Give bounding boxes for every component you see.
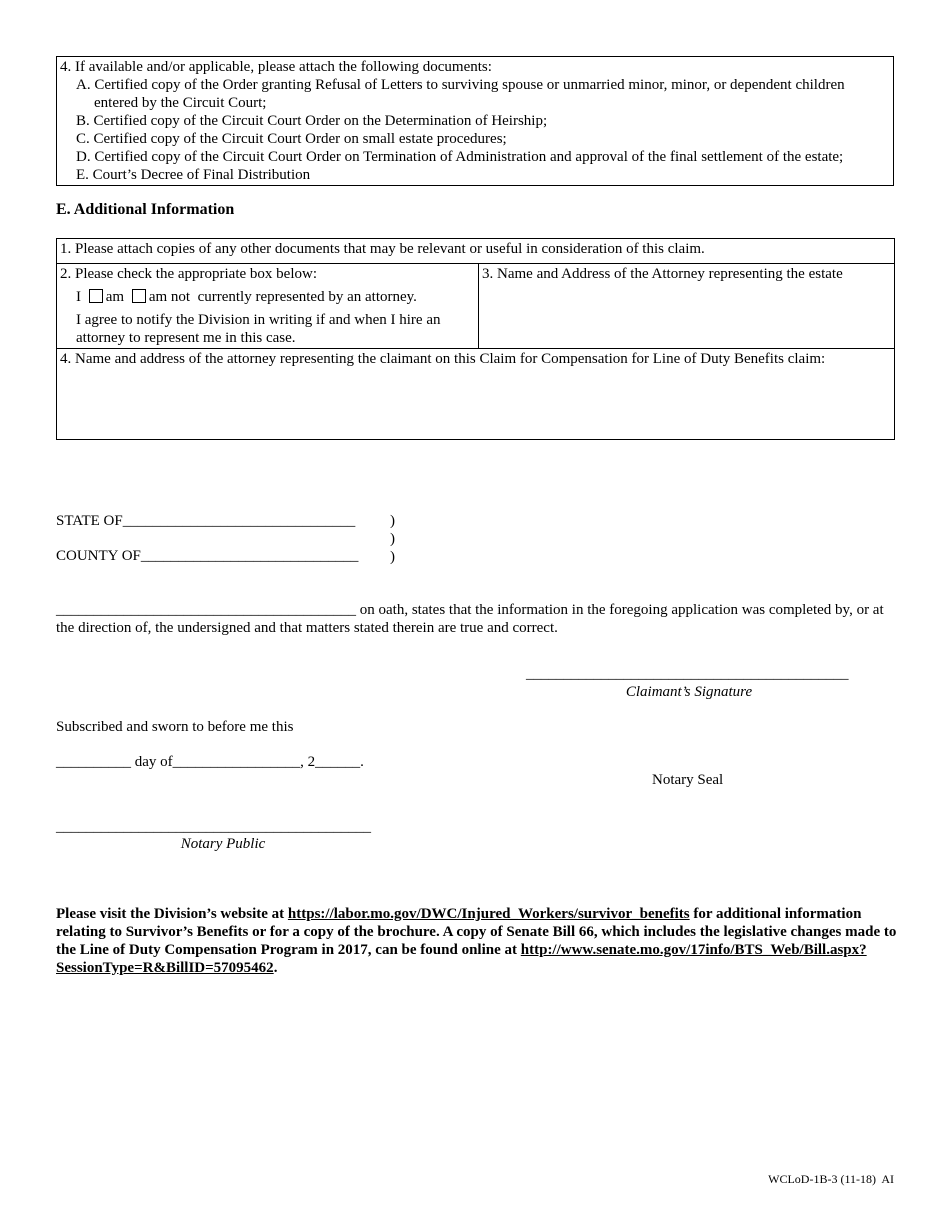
document-item-d: D. Certified copy of the Circuit Court Order on Termination of Administration and approval of the final settlement of the estate; [76,149,844,165]
notary-seal-label: Notary Seal [652,772,724,788]
subscribed-text: Subscribed and sworn to before me this [56,719,294,735]
info-item-3[interactable]: 3. Name and Address of the Attorney representing the estate [479,264,895,349]
documents-heading: 4. If available and/or applicable, please attach the following documents: [60,59,492,75]
section-e-title: E. Additional Information [56,201,235,218]
representation-options [60,288,475,306]
footer-info [56,905,898,977]
footer-text-1: Please visit the Division’s website at [56,906,288,922]
represented-text: currently represented by an attorney. [197,289,417,305]
senate-bill-link[interactable]: http://www.senate.mo.gov/17info/BTS_Web/Bill.aspx?SessionType=R&BillID=57095462 [56,942,867,976]
state-of-field[interactable]: STATE OF_______________________________ [56,513,356,529]
documents-list [60,76,890,184]
venue-paren-1: ) [390,513,395,529]
footer-text-2: for additional information relating to Survivor’s Benefits or for a copy of the brochure. A copy of Senate Bill 66, which includes the legislative changes made to the Line of Duty Compensation Program in 2017, can be found online at [56,906,897,958]
document-item-b: B. Certified copy of the Circuit Court Order on the Determination of Heirship; [76,113,548,129]
document-item-a: A. Certified copy of the Order granting Refusal of Letters to surviving spouse or unmarried minor, minor, or dependent children entered by the Circuit Court; [76,77,845,111]
document-item-e: E. Court’s Decree of Final Distribution [76,167,311,183]
am-label: am [105,289,125,305]
am-not-checkbox[interactable] [132,289,146,303]
agree-text: I agree to notify the Division in writing if and when I hire an attorney to represent me in this case. [76,312,441,346]
notary-date-line[interactable]: __________ day of_________________, 2______. [56,754,364,770]
info-item-4[interactable]: 4. Name and address of the attorney representing the claimant on this Claim for Compensation for Line of Duty Benefits claim: [57,349,895,440]
venue-paren-2: ) [390,531,395,547]
venue-paren-3: ) [390,549,395,565]
documents-box [56,56,894,186]
i-label: I [76,289,81,305]
county-of-field[interactable]: COUNTY OF_____________________________ [56,548,359,564]
oath-text: on oath, states that the information in the foregoing application was completed by, or at the direction of, the undersigned and that matters stated therein are true and correct. [56,602,884,636]
am-checkbox[interactable] [89,289,103,303]
info-item-2: 2. Please check the appropriate box below: [60,266,317,282]
form-id: WCLoD-1B-3 (11-18) AI [768,1172,894,1186]
oath-statement [56,601,898,637]
representation-cell [57,264,479,349]
signature-line[interactable]: ___________________________________________ [526,666,849,682]
notary-public-label: Notary Public [180,836,266,852]
survivor-benefits-link[interactable]: https://labor.mo.gov/DWC/Injured_Workers/survivor_benefits [287,906,690,922]
oath-name-line[interactable]: ________________________________________ [56,602,356,618]
signature-label: Claimant’s Signature [625,684,753,700]
notary-public-line[interactable]: __________________________________________ [56,819,371,835]
am-not-label: am not [148,289,191,305]
info-item-1: 1. Please attach copies of any other documents that may be relevant or useful in consideration of this claim. [57,239,895,264]
document-item-c: C. Certified copy of the Circuit Court Order on small estate procedures; [76,131,507,147]
footer-text-3: . [273,960,278,976]
additional-info-table [56,238,895,440]
